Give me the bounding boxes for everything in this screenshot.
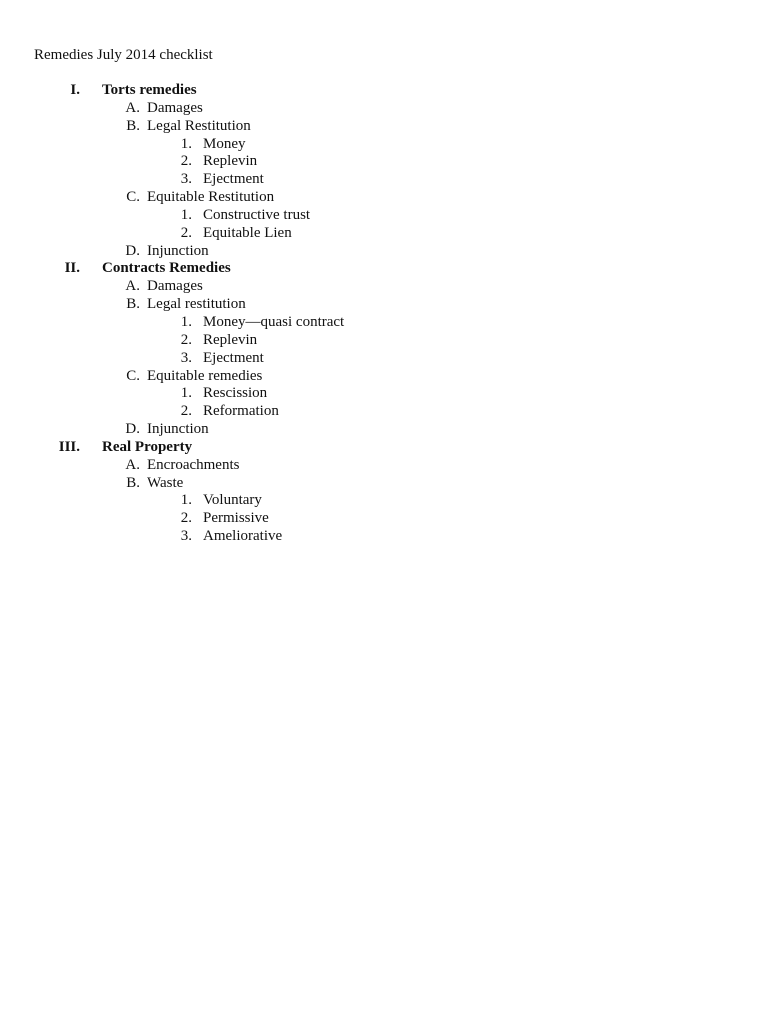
section-heading [0,439,768,457]
section-marker: I. [70,82,80,98]
subitem-marker: 3. [180,349,192,366]
outline-item [0,189,768,207]
subitem-marker: 2. [180,153,192,170]
outline-subitem [0,136,768,154]
subitem-label: Equitable Lien [203,224,292,241]
item-label: Damages [147,278,203,295]
outline-item [0,475,768,493]
item-label: Legal Restitution [147,117,251,134]
subitem-marker: 3. [180,528,192,545]
item-marker: B. [126,117,140,134]
outline-subitem [0,314,768,332]
subitem-marker: 2. [180,224,192,241]
outline-item [0,243,768,261]
item-label: Damages [147,99,203,116]
subitem-label: Permissive [203,510,269,527]
outline-subitem [0,225,768,243]
subitem-marker: 2. [180,510,192,527]
outline-subitem [0,510,768,528]
item-marker: B. [126,474,140,491]
outline-item [0,421,768,439]
item-marker: A. [125,456,140,473]
subitem-label: Replevin [203,153,258,170]
item-marker: C. [126,367,140,384]
outline-item [0,296,768,314]
outline-item [0,457,768,475]
outline-item [0,368,768,386]
outline-subitem [0,171,768,189]
outline-subitem [0,403,768,421]
item-label: Waste [147,474,184,491]
item-marker: B. [126,296,140,313]
section-label: Torts remedies [102,82,197,98]
item-label: Equitable remedies [147,367,263,384]
item-label: Legal restitution [147,296,246,313]
outline-item [0,278,768,296]
section-marker: III. [58,438,80,455]
section-label: Real Property [102,438,193,455]
item-marker: C. [126,189,140,206]
section-label: Contracts Remedies [102,260,231,277]
subitem-label: Ejectment [203,349,264,366]
subitem-marker: 1. [180,385,192,402]
item-label: Injunction [147,242,209,259]
item-marker: A. [125,278,140,295]
subitem-label: Money [203,135,246,152]
outline-subitem [0,492,768,510]
section-marker: II. [64,260,80,277]
outline-subitem [0,350,768,368]
subitem-label: Replevin [203,331,258,348]
subitem-marker: 1. [180,492,192,509]
subitem-label: Money—quasi contract [203,313,345,330]
subitem-label: Constructive trust [203,206,311,223]
outline-subitem [0,153,768,171]
item-label: Equitable Restitution [147,189,275,206]
subitem-label: Ejectment [203,171,264,188]
outline-item [0,100,768,118]
document-title: Remedies July 2014 checklist [34,47,213,63]
outline-item [0,118,768,136]
subitem-marker: 2. [180,403,192,420]
item-label: Injunction [147,421,209,438]
subitem-label: Ameliorative [203,528,283,545]
item-marker: A. [125,99,140,116]
subitem-label: Reformation [203,403,279,420]
section-heading [0,260,768,278]
subitem-marker: 1. [180,206,192,223]
outline-subitem [0,385,768,403]
subitem-marker: 1. [180,135,192,152]
outline [0,82,768,546]
subitem-marker: 1. [180,313,192,330]
subitem-label: Rescission [203,385,268,402]
item-label: Encroachments [147,456,240,473]
subitem-label: Voluntary [203,492,262,509]
item-marker: D. [125,421,140,438]
section-heading [0,82,768,100]
outline-subitem [0,528,768,546]
subitem-marker: 3. [180,171,192,188]
subitem-marker: 2. [180,331,192,348]
item-marker: D. [125,242,140,259]
outline-subitem [0,207,768,225]
outline-subitem [0,332,768,350]
